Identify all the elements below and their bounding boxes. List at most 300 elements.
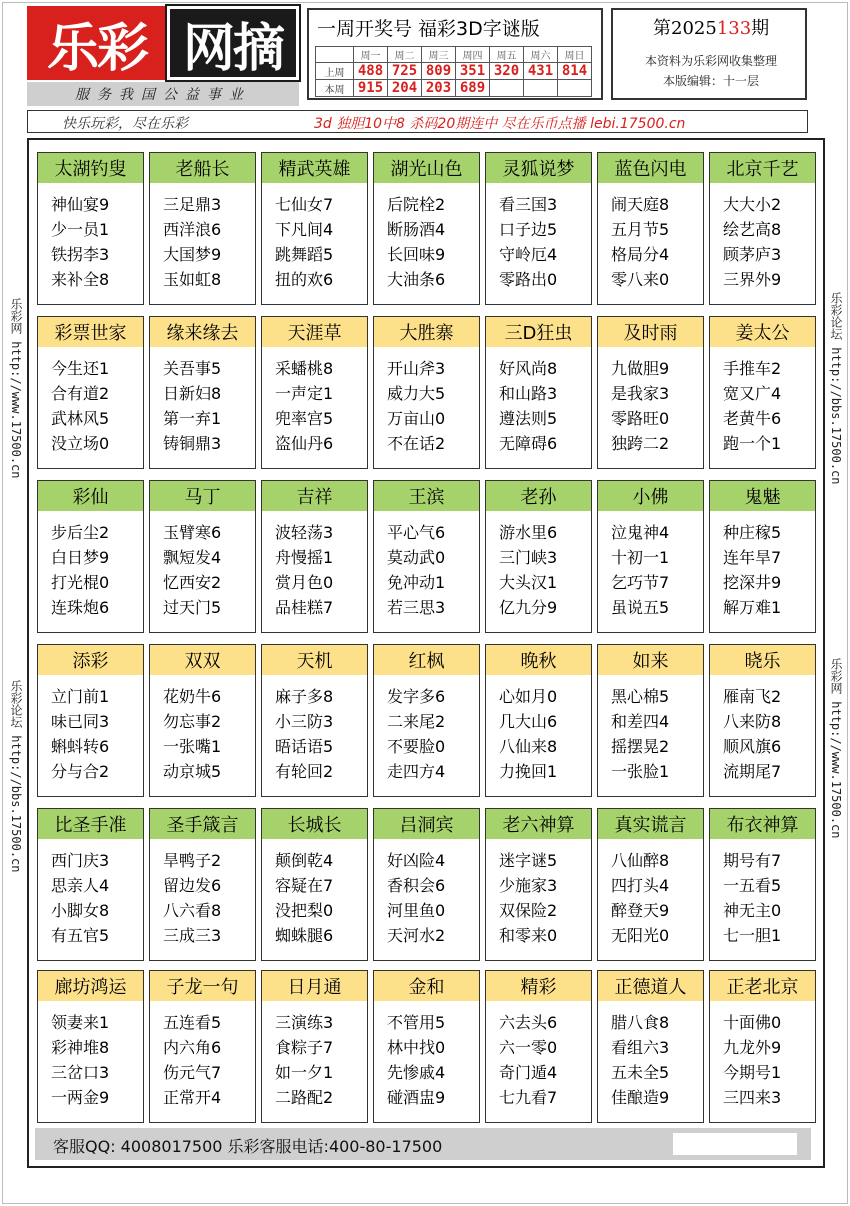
card-author: 如来	[598, 645, 703, 675]
weekly-title: 一周开奖号 福彩3D字谜版	[317, 18, 540, 40]
card-author: 比圣手准	[38, 809, 143, 839]
riddle-line: 七仙女7	[275, 195, 334, 214]
card-lines	[38, 511, 143, 620]
card-author: 马丁	[150, 481, 255, 511]
puzzle-card	[37, 644, 144, 797]
riddle-line: 奇门遁4	[499, 1063, 558, 1082]
riddle-line: 七九看7	[499, 1088, 558, 1107]
riddle-line: 走四方4	[387, 762, 446, 781]
card-author: 双双	[150, 645, 255, 675]
card-lines	[374, 511, 479, 620]
riddle-line: 若三思3	[387, 598, 446, 617]
riddle-line: 味已同3	[51, 712, 110, 731]
day-cell: 周二	[388, 47, 422, 63]
riddle-line: 兜率宫5	[275, 409, 334, 428]
puzzle-grid	[27, 138, 825, 1168]
riddle-line: 伤元气7	[163, 1063, 222, 1082]
weekly-results-panel	[307, 8, 603, 100]
riddle-line: 盗仙丹6	[275, 434, 334, 453]
riddle-line: 期号有7	[723, 851, 782, 870]
puzzle-card	[373, 808, 480, 961]
card-lines	[598, 347, 703, 456]
riddle-line: 迷字谜5	[499, 851, 558, 870]
puzzle-card	[149, 644, 256, 797]
riddle-line: 三门峡3	[499, 548, 558, 567]
card-author: 晚秋	[486, 645, 591, 675]
riddle-line: 分与合2	[51, 762, 110, 781]
slogan-bar	[27, 110, 808, 133]
riddle-line: 宽又广4	[723, 384, 782, 403]
riddle-line: 五未全5	[611, 1063, 670, 1082]
card-author: 吕洞宾	[374, 809, 479, 839]
riddle-line: 无障碍6	[499, 434, 558, 453]
riddle-line: 步后尘2	[51, 523, 110, 542]
riddle-line: 二来尾2	[387, 712, 446, 731]
riddle-line: 晤话语5	[275, 737, 334, 756]
riddle-line: 十面佛0	[723, 1013, 782, 1032]
side-text-left-1: 乐彩网 http://www.17500.cn	[9, 298, 23, 479]
weekly-days-row	[316, 47, 592, 63]
riddle-line: 大国梦9	[163, 245, 222, 264]
riddle-line: 波轻荡3	[275, 523, 334, 542]
riddle-line: 几大山6	[499, 712, 558, 731]
side-text-right-2: 乐彩网 http://www.17500.cn	[829, 658, 843, 839]
riddle-line: 赏月色0	[275, 573, 334, 592]
slogan-promo-link[interactable]: 3d 独胆10中8 杀码20期连中 尽在乐币点播 lebi.17500.cn	[314, 116, 686, 132]
riddle-line: 六一零0	[499, 1038, 558, 1057]
riddle-line: 三岔口3	[51, 1063, 110, 1082]
riddle-line: 西洋浪6	[163, 220, 222, 239]
card-lines	[150, 347, 255, 456]
riddle-line: 三足鼎3	[163, 195, 222, 214]
riddle-line: 和山路3	[499, 384, 558, 403]
riddle-line: 流期尾7	[723, 762, 782, 781]
card-author: 天机	[262, 645, 367, 675]
card-author: 廊坊鸿运	[38, 971, 143, 1001]
riddle-line: 不在话2	[387, 434, 446, 453]
riddle-line: 不要脸0	[387, 737, 446, 756]
puzzle-card	[485, 316, 592, 469]
riddle-line: 来补全8	[51, 270, 110, 289]
riddle-line: 腊八食8	[611, 1013, 670, 1032]
last-week-label: 上周	[316, 63, 354, 80]
puzzle-card	[597, 644, 704, 797]
riddle-line: 舟慢摇1	[275, 548, 334, 567]
riddle-line: 格局分4	[611, 245, 670, 264]
issue-prefix: 第2025	[653, 18, 717, 39]
card-author: 老船长	[150, 153, 255, 183]
card-author: 三D狂虫	[486, 317, 591, 347]
riddle-line: 关吾事5	[163, 359, 222, 378]
card-author: 正德道人	[598, 971, 703, 1001]
riddle-line: 解万难1	[723, 598, 782, 617]
puzzle-card	[597, 480, 704, 633]
card-lines	[486, 511, 591, 620]
riddle-line: 一张嘴1	[163, 737, 222, 756]
issue-panel	[611, 8, 807, 100]
riddle-line: 遵法则5	[499, 409, 558, 428]
issue-number-value: 133	[716, 18, 752, 39]
card-lines	[150, 183, 255, 292]
riddle-line: 挖深井9	[723, 573, 782, 592]
riddle-line: 动京城5	[163, 762, 222, 781]
riddle-line: 林中找0	[387, 1038, 446, 1057]
card-author: 姜太公	[710, 317, 815, 347]
riddle-line: 天河水2	[387, 926, 446, 945]
riddle-line: 采蟠桃8	[275, 359, 334, 378]
last-week-row	[316, 63, 592, 80]
card-lines	[598, 1001, 703, 1110]
riddle-line: 忆西安2	[163, 573, 222, 592]
card-author: 北京千艺	[710, 153, 815, 183]
riddle-line: 力挽回1	[499, 762, 558, 781]
puzzle-card	[37, 316, 144, 469]
riddle-line: 好风尚8	[499, 359, 558, 378]
riddle-line: 容疑在7	[275, 876, 334, 895]
riddle-line: 心如月0	[499, 687, 558, 706]
puzzle-card	[37, 808, 144, 961]
puzzle-card	[37, 152, 144, 305]
card-lines	[710, 675, 815, 784]
card-lines	[486, 183, 591, 292]
card-author: 彩仙	[38, 481, 143, 511]
puzzle-card	[261, 152, 368, 305]
riddle-line: 三界外9	[723, 270, 782, 289]
card-lines	[486, 675, 591, 784]
riddle-line: 蜘蛛腿6	[275, 926, 334, 945]
riddle-line: 扭的欢6	[275, 270, 334, 289]
issue-source: 本资料为乐彩网收集整理	[644, 54, 777, 68]
riddle-line: 白日梦9	[51, 548, 110, 567]
riddle-line: 先惨戚4	[387, 1063, 446, 1082]
riddle-line: 雁南飞2	[723, 687, 782, 706]
puzzle-card	[261, 316, 368, 469]
riddle-line: 双保险2	[499, 901, 558, 920]
riddle-line: 独跨二2	[611, 434, 670, 453]
footer-contact: 客服QQ: 4008017500 乐彩客服电话:400-80-17500	[53, 1137, 443, 1156]
riddle-line: 手推车2	[723, 359, 782, 378]
card-lines	[150, 839, 255, 948]
riddle-line: 连珠炮6	[51, 598, 110, 617]
riddle-line: 无阳光0	[611, 926, 670, 945]
riddle-line: 八仙来8	[499, 737, 558, 756]
card-lines	[710, 183, 815, 292]
draw-number	[524, 80, 558, 97]
card-author: 及时雨	[598, 317, 703, 347]
riddle-line: 开山斧3	[387, 359, 446, 378]
card-author: 子龙一句	[150, 971, 255, 1001]
riddle-line: 守岭厄4	[499, 245, 558, 264]
riddle-line: 少施家3	[499, 876, 558, 895]
riddle-line: 老黄牛6	[723, 409, 782, 428]
riddle-line: 乞巧节7	[611, 573, 670, 592]
riddle-line: 大大小2	[723, 195, 782, 214]
riddle-line: 泣鬼神4	[611, 523, 670, 542]
card-lines	[710, 1001, 815, 1110]
card-lines	[710, 347, 815, 456]
logo-tagline: 服务我国公益事业	[27, 82, 299, 106]
card-author: 吉祥	[262, 481, 367, 511]
card-author: 金和	[374, 971, 479, 1001]
riddle-line: 和零来0	[499, 926, 558, 945]
card-lines	[262, 675, 367, 784]
puzzle-card	[373, 480, 480, 633]
riddle-line: 五月节5	[611, 220, 670, 239]
puzzle-card	[261, 970, 368, 1123]
puzzle-card	[709, 808, 816, 961]
riddle-line: 六去头6	[499, 1013, 558, 1032]
puzzle-card	[485, 480, 592, 633]
card-author: 王滨	[374, 481, 479, 511]
riddle-line: 小三防3	[275, 712, 334, 731]
riddle-line: 九做胆9	[611, 359, 670, 378]
card-lines	[262, 511, 367, 620]
puzzle-card	[373, 970, 480, 1123]
riddle-line: 三成三3	[163, 926, 222, 945]
card-author: 精武英雄	[262, 153, 367, 183]
riddle-line: 和差四4	[611, 712, 670, 731]
card-author: 小佛	[598, 481, 703, 511]
riddle-line: 亿九分9	[499, 598, 558, 617]
card-author: 红枫	[374, 645, 479, 675]
card-lines	[150, 675, 255, 784]
card-author: 大胜寨	[374, 317, 479, 347]
card-author: 晓乐	[710, 645, 815, 675]
riddle-line: 思亲人4	[51, 876, 110, 895]
riddle-line: 十初一1	[611, 548, 670, 567]
puzzle-card	[149, 316, 256, 469]
riddle-line: 旱鸭子2	[163, 851, 222, 870]
puzzle-card	[709, 480, 816, 633]
puzzle-card	[149, 480, 256, 633]
card-author: 长城长	[262, 809, 367, 839]
riddle-line: 内六角6	[163, 1038, 222, 1057]
riddle-line: 摇摆晃2	[611, 737, 670, 756]
puzzle-card	[261, 644, 368, 797]
riddle-line: 种庄稼5	[723, 523, 782, 542]
card-lines	[150, 1001, 255, 1110]
this-week-row	[316, 80, 592, 97]
riddle-line: 一五看5	[723, 876, 782, 895]
riddle-line: 万亩山0	[387, 409, 446, 428]
riddle-line: 勿忘事2	[163, 712, 222, 731]
riddle-line: 玉如虹8	[163, 270, 222, 289]
riddle-line: 八六看8	[163, 901, 222, 920]
riddle-line: 七一胆1	[723, 926, 782, 945]
riddle-line: 正常开4	[163, 1088, 222, 1107]
riddle-line: 发字多6	[387, 687, 446, 706]
puzzle-card	[373, 316, 480, 469]
riddle-line: 八来防8	[723, 712, 782, 731]
card-lines	[262, 1001, 367, 1110]
puzzle-card	[597, 808, 704, 961]
riddle-line: 玉臂寒6	[163, 523, 222, 542]
riddle-line: 神无主0	[723, 901, 782, 920]
card-author: 真实谎言	[598, 809, 703, 839]
puzzle-card	[485, 644, 592, 797]
card-lines	[486, 1001, 591, 1110]
day-cell: 周日	[558, 47, 592, 63]
riddle-line: 有五官5	[51, 926, 110, 945]
card-lines	[486, 347, 591, 456]
card-lines	[38, 183, 143, 292]
riddle-line: 小脚女8	[51, 901, 110, 920]
riddle-line: 品桂糕7	[275, 598, 334, 617]
logo-red-text: 乐彩	[27, 6, 167, 80]
riddle-line: 零路旺0	[611, 409, 670, 428]
puzzle-card	[37, 480, 144, 633]
card-author: 缘来缘去	[150, 317, 255, 347]
puzzle-card	[485, 808, 592, 961]
puzzle-card	[373, 152, 480, 305]
riddle-line: 连年旱7	[723, 548, 782, 567]
riddle-line: 佳酿造9	[611, 1088, 670, 1107]
puzzle-card	[597, 970, 704, 1123]
riddle-line: 香积会6	[387, 876, 446, 895]
riddle-line: 跑一个1	[723, 434, 782, 453]
riddle-line: 花奶牛6	[163, 687, 222, 706]
card-lines	[598, 511, 703, 620]
card-author: 彩票世家	[38, 317, 143, 347]
riddle-line: 看三国3	[499, 195, 558, 214]
slogan-left: 快乐玩彩，尽在乐彩	[62, 116, 188, 132]
riddle-line: 一两金9	[51, 1088, 110, 1107]
draw-number	[558, 80, 592, 97]
card-lines	[374, 183, 479, 292]
riddle-line: 领妻来1	[51, 1013, 110, 1032]
riddle-line: 顺风旗6	[723, 737, 782, 756]
issue-editor: 本版编辑：十一层	[662, 74, 759, 88]
puzzle-card	[597, 152, 704, 305]
riddle-line: 少一员1	[51, 220, 110, 239]
puzzle-card	[485, 152, 592, 305]
draw-number: 320	[490, 63, 524, 80]
puzzle-card	[261, 808, 368, 961]
card-author: 灵狐说梦	[486, 153, 591, 183]
riddle-line: 闹天庭8	[611, 195, 670, 214]
draw-number: 915	[354, 80, 388, 97]
riddle-line: 没立场0	[51, 434, 110, 453]
issue-suffix: 期	[751, 18, 770, 39]
riddle-line: 过天门5	[163, 598, 222, 617]
draw-number: 351	[456, 63, 490, 80]
riddle-line: 西门庆3	[51, 851, 110, 870]
card-author: 老六神算	[486, 809, 591, 839]
this-week-label: 本周	[316, 80, 354, 97]
riddle-line: 二路配2	[275, 1088, 334, 1107]
puzzle-card	[709, 970, 816, 1123]
draw-number: 203	[422, 80, 456, 97]
puzzle-card	[709, 316, 816, 469]
riddle-line: 河里鱼0	[387, 901, 446, 920]
logo-mark	[27, 6, 299, 80]
puzzle-card	[709, 152, 816, 305]
weekly-table	[315, 46, 592, 97]
draw-number: 809	[422, 63, 456, 80]
puzzle-card	[149, 152, 256, 305]
riddle-line: 铁拐李3	[51, 245, 110, 264]
draw-number: 814	[558, 63, 592, 80]
card-lines	[598, 183, 703, 292]
day-cell: 周四	[456, 47, 490, 63]
card-author: 天涯草	[262, 317, 367, 347]
riddle-line: 零八来0	[611, 270, 670, 289]
footer-bar	[35, 1128, 811, 1160]
card-lines	[486, 839, 591, 948]
riddle-line: 大油条6	[387, 270, 446, 289]
card-lines	[38, 839, 143, 948]
side-text-left-2: 乐彩论坛 http://bbs.17500.cn	[9, 680, 23, 873]
card-lines	[374, 1001, 479, 1110]
riddle-line: 平心气6	[387, 523, 446, 542]
riddle-line: 食粽子7	[275, 1038, 334, 1057]
riddle-line: 断肠酒4	[387, 220, 446, 239]
day-cell: 周五	[490, 47, 524, 63]
riddle-line: 跳舞蹈5	[275, 245, 334, 264]
puzzle-card	[373, 644, 480, 797]
corner-cell	[316, 47, 354, 63]
day-cell: 周三	[422, 47, 456, 63]
puzzle-card	[149, 808, 256, 961]
card-author: 圣手箴言	[150, 809, 255, 839]
card-lines	[374, 839, 479, 948]
card-lines	[374, 675, 479, 784]
card-author: 正老北京	[710, 971, 815, 1001]
riddle-line: 一声定1	[275, 384, 334, 403]
riddle-line: 有轮回2	[275, 762, 334, 781]
riddle-line: 零路出0	[499, 270, 558, 289]
puzzle-card	[149, 970, 256, 1123]
riddle-line: 八仙醉8	[611, 851, 670, 870]
riddle-line: 颠倒乾4	[275, 851, 334, 870]
day-cell: 周一	[354, 47, 388, 63]
footer-blank-box	[673, 1133, 797, 1155]
riddle-line: 游水里6	[499, 523, 558, 542]
riddle-line: 好凶险4	[387, 851, 446, 870]
card-author: 太湖钓叟	[38, 153, 143, 183]
puzzle-card	[37, 970, 144, 1123]
card-author: 布衣神算	[710, 809, 815, 839]
card-lines	[38, 675, 143, 784]
card-author: 湖光山色	[374, 153, 479, 183]
riddle-line: 立门前1	[51, 687, 110, 706]
puzzle-card	[261, 480, 368, 633]
riddle-line: 合有道2	[51, 384, 110, 403]
card-lines	[262, 347, 367, 456]
riddle-line: 今生还1	[51, 359, 110, 378]
riddle-line: 长回味9	[387, 245, 446, 264]
draw-number: 431	[524, 63, 558, 80]
riddle-line: 大头汉1	[499, 573, 558, 592]
riddle-line: 看组六3	[611, 1038, 670, 1057]
card-lines	[150, 511, 255, 620]
riddle-line: 蝌蚪转6	[51, 737, 110, 756]
day-cell: 周六	[524, 47, 558, 63]
card-author: 蓝色闪电	[598, 153, 703, 183]
riddle-line: 铸铜鼎3	[163, 434, 222, 453]
card-author: 老孙	[486, 481, 591, 511]
logo-black-text: 网摘	[167, 6, 299, 80]
riddle-line: 威力大5	[387, 384, 446, 403]
riddle-line: 一张脸1	[611, 762, 670, 781]
riddle-line: 口子边5	[499, 220, 558, 239]
riddle-line: 不管用5	[387, 1013, 446, 1032]
riddle-line: 打光棍0	[51, 573, 110, 592]
card-author: 日月通	[262, 971, 367, 1001]
issue-number	[653, 14, 769, 40]
riddle-line: 是我家3	[611, 384, 670, 403]
card-author: 鬼魅	[710, 481, 815, 511]
